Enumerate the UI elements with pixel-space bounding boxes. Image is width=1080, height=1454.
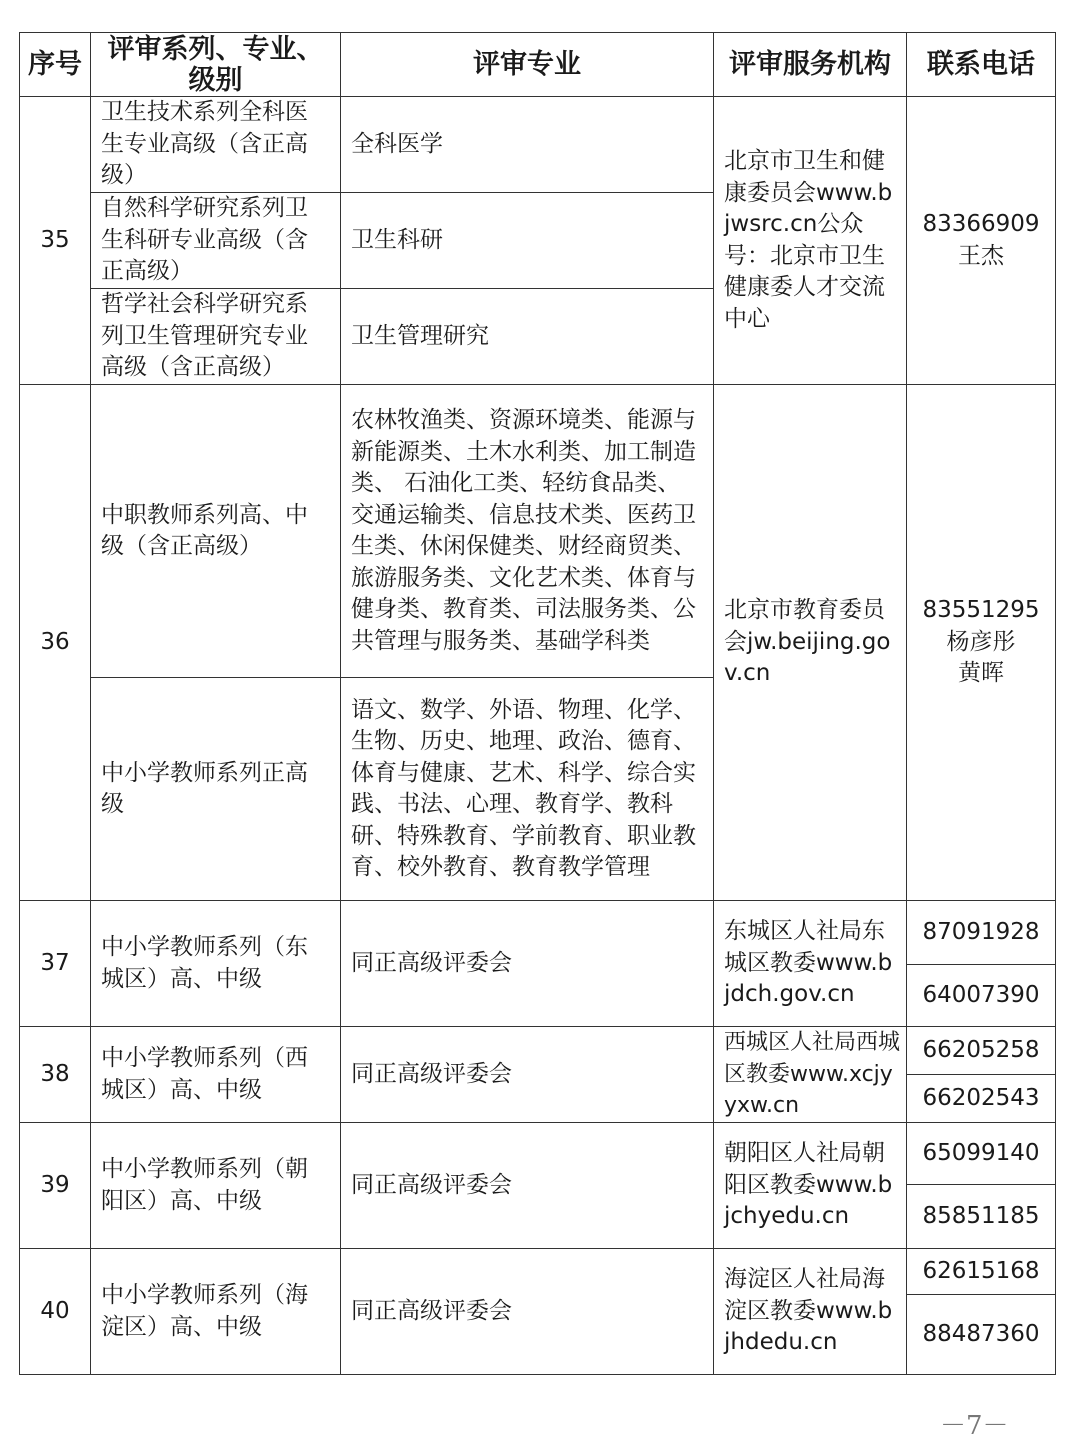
phone-number: 83551295 [922,597,1040,624]
review-agency-table [19,32,1056,1375]
phone-cell: 88487360 [907,1295,1056,1375]
phone-cell [907,385,1056,901]
header-agency: 评审服务机构 [714,33,907,97]
major-cell: 同正高级评委会 [341,1123,714,1249]
agency-cell: 海淀区人社局海淀区教委www.bjhdedu.cn [714,1249,907,1375]
major-cell: 全科医学 [341,97,714,193]
header-series: 评审系列、专业、级别 [91,33,341,97]
series-cell: 中小学教师系列正高级 [91,678,341,901]
phone-cell: 64007390 [907,965,1056,1027]
major-cell: 同正高级评委会 [341,1027,714,1123]
table-row [20,1123,1056,1185]
table-row [20,97,1056,193]
contact-name: 黄晖 [958,660,1004,687]
agency-cell: 北京市教育委员会jw.beijing.gov.cn [714,385,907,901]
row-seq: 38 [20,1027,91,1123]
major-cell: 同正高级评委会 [341,901,714,1027]
series-cell: 中小学教师系列（西城区）高、中级 [91,1027,341,1123]
agency-cell: 北京市卫生和健康委员会www.bjwsrc.cn公众号：北京市卫生健康委人才交流中心 [714,97,907,385]
series-cell: 卫生技术系列全科医生专业高级（含正高级） [91,97,341,193]
major-cell: 语文、数学、外语、物理、化学、生物、历史、地理、政治、德育、体育与健康、艺术、科学、综合实践、书法、心理、教育学、教科研、特殊教育、学前教育、职业教育、校外教育、教育教学管理 [341,678,714,901]
phone-cell: 62615168 [907,1249,1056,1295]
row-seq: 39 [20,1123,91,1249]
series-cell: 中小学教师系列（东城区）高、中级 [91,901,341,1027]
major-cell: 同正高级评委会 [341,1249,714,1375]
row-seq: 36 [20,385,91,901]
row-seq: 35 [20,97,91,385]
table-row [20,1249,1056,1295]
series-cell: 中职教师系列高、中级（含正高级） [91,385,341,678]
phone-cell: 66205258 [907,1027,1056,1075]
agency-cell: 朝阳区人社局朝阳区教委www.bjchyedu.cn [714,1123,907,1249]
series-cell: 自然科学研究系列卫生科研专业高级（含正高级） [91,193,341,289]
table-row [20,385,1056,678]
table-row [20,901,1056,965]
phone-number: 83366909 [922,211,1040,237]
table-row [20,1027,1056,1075]
header-row [20,33,1056,97]
contact-name: 杨彦彤 [946,628,1016,655]
series-cell: 中小学教师系列（朝阳区）高、中级 [91,1123,341,1249]
phone-cell: 66202543 [907,1075,1056,1123]
header-phone: 联系电话 [907,33,1056,97]
major-cell: 农林牧渔类、资源环境类、能源与新能源类、土木水利类、加工制造类、 石油化工类、轻纺食品类、交通运输类、信息技术类、医药卫生类、休闲保健类、财经商贸类、旅游服务类、文化艺术类、体育与健身类、教育类、司法服务类、公共管理与服务类、基础学科类 [341,385,714,678]
header-seq: 序号 [20,33,91,97]
phone-cell: 87091928 [907,901,1056,965]
row-seq: 40 [20,1249,91,1375]
agency-cell: 西城区人社局西城区教委www.xcjyyxw.cn [714,1027,907,1123]
phone-cell: 85851185 [907,1185,1056,1249]
series-cell: 中小学教师系列（海淀区）高、中级 [91,1249,341,1375]
agency-cell: 东城区人社局东城区教委www.bjdch.gov.cn [714,901,907,1027]
series-cell: 哲学社会科学研究系列卫生管理研究专业高级（含正高级） [91,289,341,385]
page-number: －7－ [940,1411,1009,1441]
phone-cell: 65099140 [907,1123,1056,1185]
major-cell: 卫生管理研究 [341,289,714,385]
row-seq: 37 [20,901,91,1027]
header-major: 评审专业 [341,33,714,97]
contact-name: 王杰 [958,242,1004,269]
major-cell: 卫生科研 [341,193,714,289]
phone-cell [907,97,1056,385]
